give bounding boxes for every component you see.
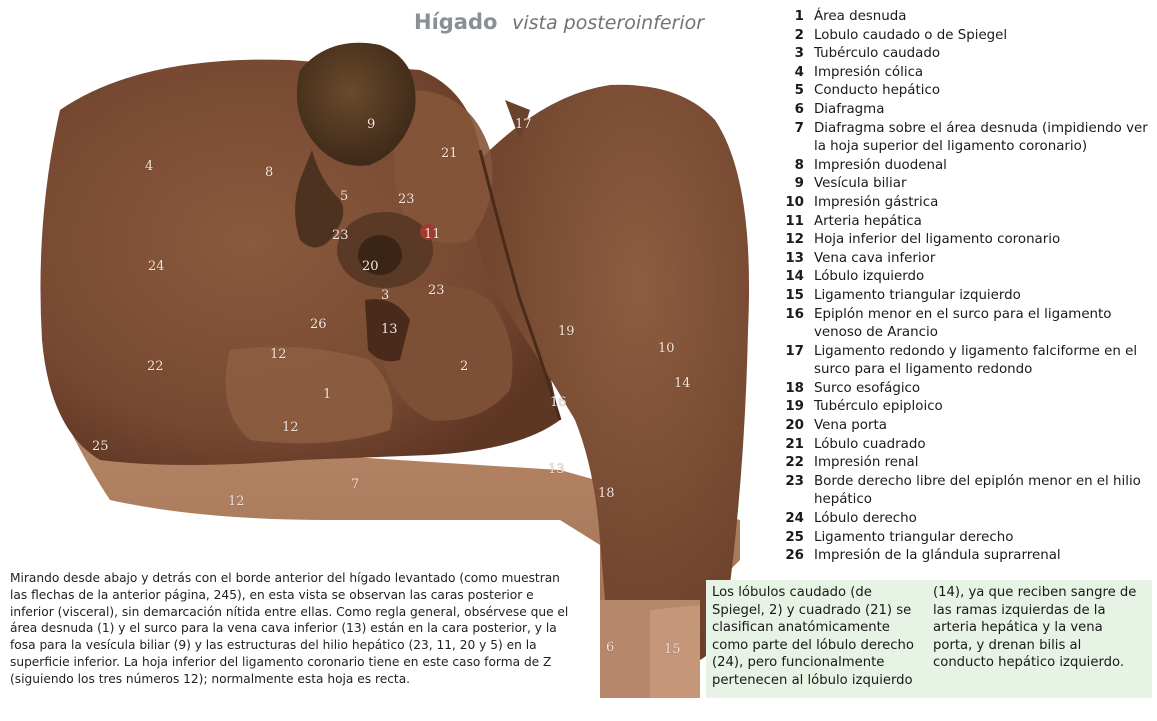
figure-label-4: 4 [145, 159, 154, 174]
legend-text: Diafragma [814, 101, 885, 117]
legend-text: Borde derecho libre del epiplón menor en el hilio hepático [814, 473, 1141, 508]
legend-text: Ligamento triangular derecho [814, 529, 1014, 545]
figure-label-21: 21 [441, 146, 458, 161]
legend-list [782, 8, 1152, 566]
legend-item [782, 510, 1152, 529]
figure-label-25: 25 [92, 439, 109, 454]
figure-label-23-b: 23 [332, 228, 349, 243]
legend-number: 15 [785, 287, 804, 303]
note-column-2: (14), ya que reciben sangre de las ramas izquierdas de la arteria hepática y la vena porta, y drenan bilis al conducto hepático izquierdo. [933, 585, 1137, 671]
legend-number: 7 [794, 120, 804, 136]
legend-item [782, 250, 1152, 269]
figure-label-24: 24 [148, 259, 165, 274]
legend-item [782, 213, 1152, 232]
figure-label-9: 9 [367, 117, 376, 132]
legend-item [782, 529, 1152, 548]
figure-label-26: 26 [310, 317, 327, 332]
legend-item [782, 473, 1152, 510]
legend-text: Impresión cólica [814, 64, 924, 80]
legend-number: 21 [785, 436, 804, 452]
legend-text: Lóbulo derecho [814, 511, 917, 527]
figure-label-12-b: 12 [282, 420, 299, 435]
figure-label-3: 3 [381, 288, 390, 303]
title-subtitle: vista posteroinferior [512, 12, 705, 34]
figure-label-15: 15 [664, 642, 681, 657]
legend-item [782, 120, 1152, 157]
figure-label-14: 14 [674, 376, 691, 391]
figure-label-11: 11 [424, 227, 441, 242]
legend-number: 2 [794, 27, 804, 43]
legend-number: 10 [785, 194, 804, 210]
legend-item [782, 268, 1152, 287]
figure-label-5: 5 [340, 189, 349, 204]
legend-number: 5 [794, 83, 804, 99]
figure-label-18: 18 [598, 486, 615, 501]
legend-number: 13 [785, 250, 804, 266]
legend-item [782, 27, 1152, 46]
legend-item [782, 64, 1152, 83]
figure-label-13-a: 13 [381, 322, 398, 337]
figure-caption: Mirando desde abajo y detrás con el borde anterior del hígado levantado (como muestran las flechas de la anterior página, 245), en esta vista se observan las caras posterior e inferior (visceral), sin demarcación nítida entre ellas. Como regla general, obsérvese que el área desnuda (1) y el surco para la vena cava inferior (13) están en la cara posterior, y la fosa para la vesícula biliar (9) y las estructuras del hilio hepático (23, 11, 20 y 5) en la superficie inferior. La hoja inferior del ligamento coronario tiene en este caso forma de Z (siguiendo los tres números 12); normalmente esta hoja es recta. [10, 571, 569, 686]
legend-text: Impresión gástrica [814, 194, 939, 210]
figure-label-7: 7 [351, 477, 360, 492]
legend-text: Impresión duodenal [814, 157, 947, 173]
legend-number: 20 [785, 418, 804, 434]
legend-text: Arteria hepática [814, 213, 922, 229]
figure-label-1: 1 [323, 387, 332, 402]
figure-label-12-c: 12 [228, 494, 245, 509]
legend-number: 23 [785, 473, 804, 489]
legend-text: Epiplón menor en el surco para el ligamento venoso de Arancio [814, 306, 1112, 341]
note-box [706, 580, 1152, 698]
legend-text: Diafragma sobre el área desnuda (impidiendo ver la hoja superior del ligamento coronario) [814, 120, 1148, 155]
legend-number: 3 [794, 46, 804, 62]
legend-number: 1 [794, 9, 804, 24]
legend-number: 22 [785, 455, 804, 471]
figure-label-6: 6 [606, 640, 615, 655]
legend-number: 12 [785, 232, 804, 248]
legend-item [782, 82, 1152, 101]
legend-text: Ligamento redondo y ligamento falciforme en el surco para el ligamento redondo [814, 343, 1138, 378]
legend-number: 26 [785, 548, 804, 564]
legend-text: Vena cava inferior [814, 250, 936, 266]
legend-number: 16 [785, 306, 804, 322]
legend-text: Lóbulo izquierdo [814, 269, 925, 285]
figure-label-20: 20 [362, 259, 379, 274]
legend-text: Impresión renal [814, 455, 919, 471]
legend-text: Tubérculo caudado [814, 46, 941, 62]
legend-item [782, 231, 1152, 250]
legend-number: 17 [785, 343, 804, 359]
legend-item [782, 417, 1152, 436]
figure-label-8: 8 [265, 165, 274, 180]
legend-item [782, 175, 1152, 194]
legend-item [782, 194, 1152, 213]
legend-item [782, 436, 1152, 455]
legend-item [782, 398, 1152, 417]
title-main: Hígado [414, 10, 498, 34]
legend-item [782, 547, 1152, 566]
legend-text: Área desnuda [814, 9, 907, 24]
legend-number: 14 [785, 269, 804, 285]
figure-label-2: 2 [460, 359, 469, 374]
legend-number: 8 [794, 157, 804, 173]
legend-item [782, 45, 1152, 64]
legend-number: 24 [785, 511, 804, 527]
legend-number: 6 [794, 101, 804, 117]
figure-label-22: 22 [147, 359, 164, 374]
figure-title [414, 8, 704, 37]
legend-number: 11 [785, 213, 804, 229]
figure-label-13-b: 13 [548, 462, 565, 477]
figure-label-19: 19 [558, 324, 575, 339]
figure-label-23-c: 23 [428, 283, 445, 298]
legend-item [782, 343, 1152, 380]
note-column-1: Los lóbulos caudado (de Spiegel, 2) y cuadrado (21) se clasifican anatómicamente como parte del lóbulo derecho (24), pero funcionalmente pertenecen al lóbulo izquierdo [712, 585, 914, 688]
figure-label-12-a: 12 [270, 347, 287, 362]
legend-text: Vena porta [814, 418, 887, 434]
legend-item [782, 8, 1152, 27]
legend-text: Tubérculo epiploico [814, 399, 943, 415]
legend-text: Lóbulo cuadrado [814, 436, 926, 452]
legend-text: Vesícula biliar [814, 176, 907, 192]
figure-label-10: 10 [658, 341, 675, 356]
legend-text: Hoja inferior del ligamento coronario [814, 232, 1061, 248]
legend-item [782, 306, 1152, 343]
legend-text: Surco esofágico [814, 380, 921, 396]
legend-text: Impresión de la glándula suprarrenal [814, 548, 1061, 564]
legend-text: Lobulo caudado o de Spiegel [814, 27, 1008, 43]
legend-item [782, 157, 1152, 176]
legend-number: 4 [794, 64, 804, 80]
legend-number: 19 [785, 399, 804, 415]
legend-item [782, 380, 1152, 399]
legend-number: 9 [794, 176, 804, 192]
legend-text: Conducto hepático [814, 83, 941, 99]
figure-label-23-a: 23 [398, 192, 415, 207]
legend-item [782, 101, 1152, 120]
legend-item [782, 287, 1152, 306]
legend-text: Ligamento triangular izquierdo [814, 287, 1021, 303]
legend-number: 18 [785, 380, 804, 396]
legend-item [782, 454, 1152, 473]
figure-label-16: 16 [550, 395, 567, 410]
figure-label-17: 17 [515, 117, 532, 132]
bare-area-shape [226, 347, 393, 444]
legend-number: 25 [785, 529, 804, 545]
